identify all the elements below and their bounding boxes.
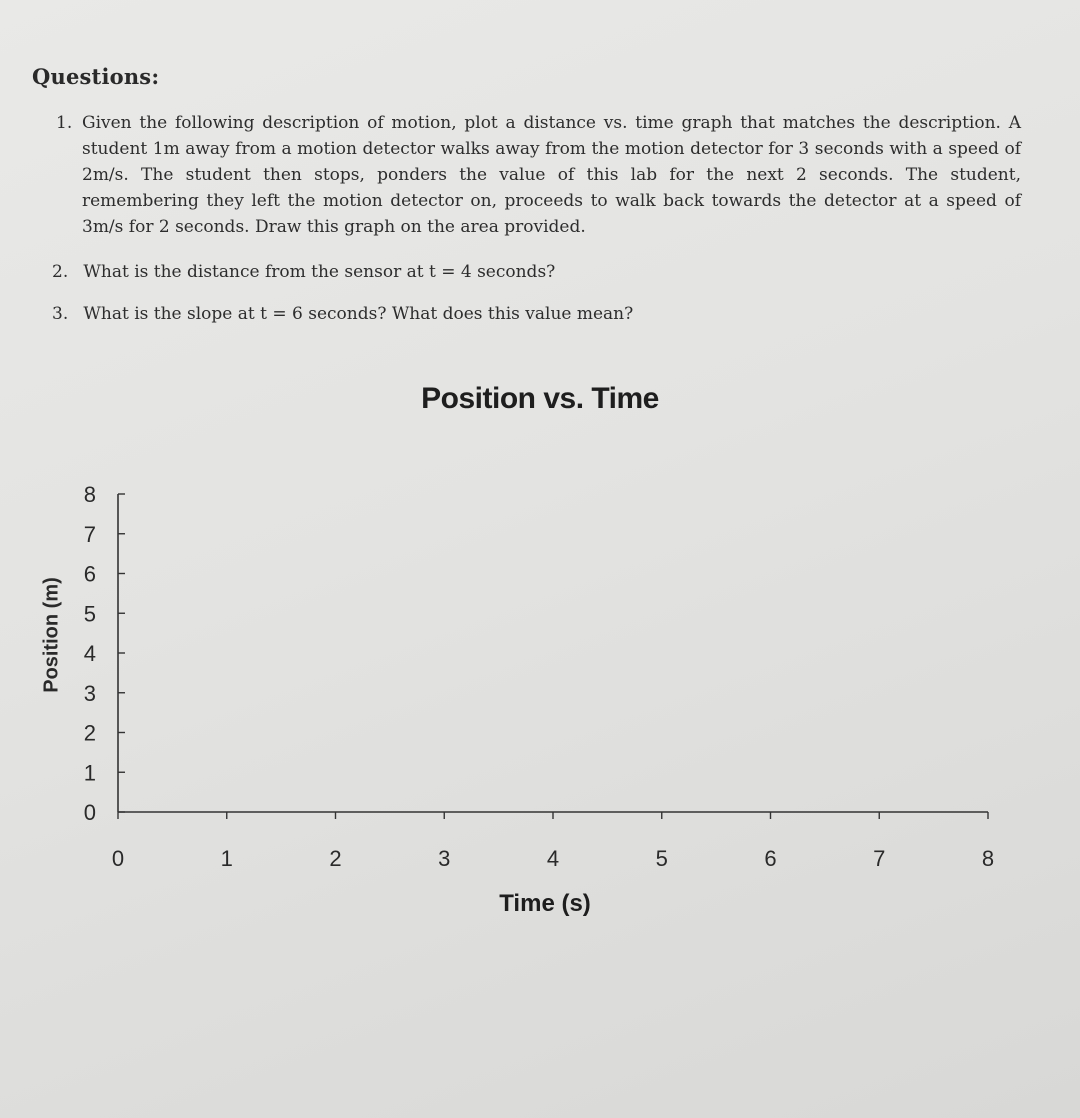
- question-3-number: 3.: [52, 304, 69, 324]
- y-axis-label: Position (m): [40, 577, 63, 693]
- y-tick-label: 7: [83, 521, 96, 547]
- y-tick-label: 1: [83, 760, 96, 786]
- chart-title: Position vs. Time: [421, 382, 659, 415]
- x-tick-label: 6: [764, 846, 777, 871]
- x-tick-label: 7: [873, 846, 886, 871]
- x-tick-label: 0: [111, 846, 125, 871]
- x-axis-label: Time (s): [499, 890, 591, 917]
- question-2-number: 2.: [52, 262, 69, 282]
- y-tick-label: 8: [83, 482, 96, 507]
- x-tick-label: 8: [981, 846, 995, 871]
- question-3-text: What is the slope at t = 6 seconds? What does this value mean?: [83, 304, 634, 324]
- x-tick-label: 5: [655, 846, 668, 871]
- x-tick-label: 3: [438, 846, 451, 871]
- question-1-text: Given the following description of motion, plot a distance vs. time graph that matches the description. A student 1m away from a motion detector walks away from the motion detector for 3 seconds with a speed of 2m/s. The student then stops, ponders the value of this lab for the next 2 seconds. The student, remembering they left the motion detector on, proceeds to walk back towards the detector at a speed of 3m/s for 2 seconds. Draw this graph on the area provided.: [82, 113, 1021, 237]
- question-1-number: 1.: [56, 113, 73, 133]
- x-tick-label: 2: [329, 846, 342, 871]
- y-tick-label: 5: [83, 601, 96, 627]
- questions-heading: Questions:: [32, 64, 160, 89]
- question-2-text: What is the distance from the sensor at t = 4 seconds?: [83, 262, 556, 282]
- y-tick-label: 2: [83, 720, 96, 746]
- y-tick-label: 6: [83, 561, 96, 587]
- y-tick-label: 0: [83, 800, 96, 825]
- y-tick-label: 4: [83, 641, 96, 666]
- y-tick-label: 3: [83, 680, 96, 706]
- x-tick-label: 1: [220, 846, 233, 871]
- x-tick-label: 4: [546, 846, 560, 871]
